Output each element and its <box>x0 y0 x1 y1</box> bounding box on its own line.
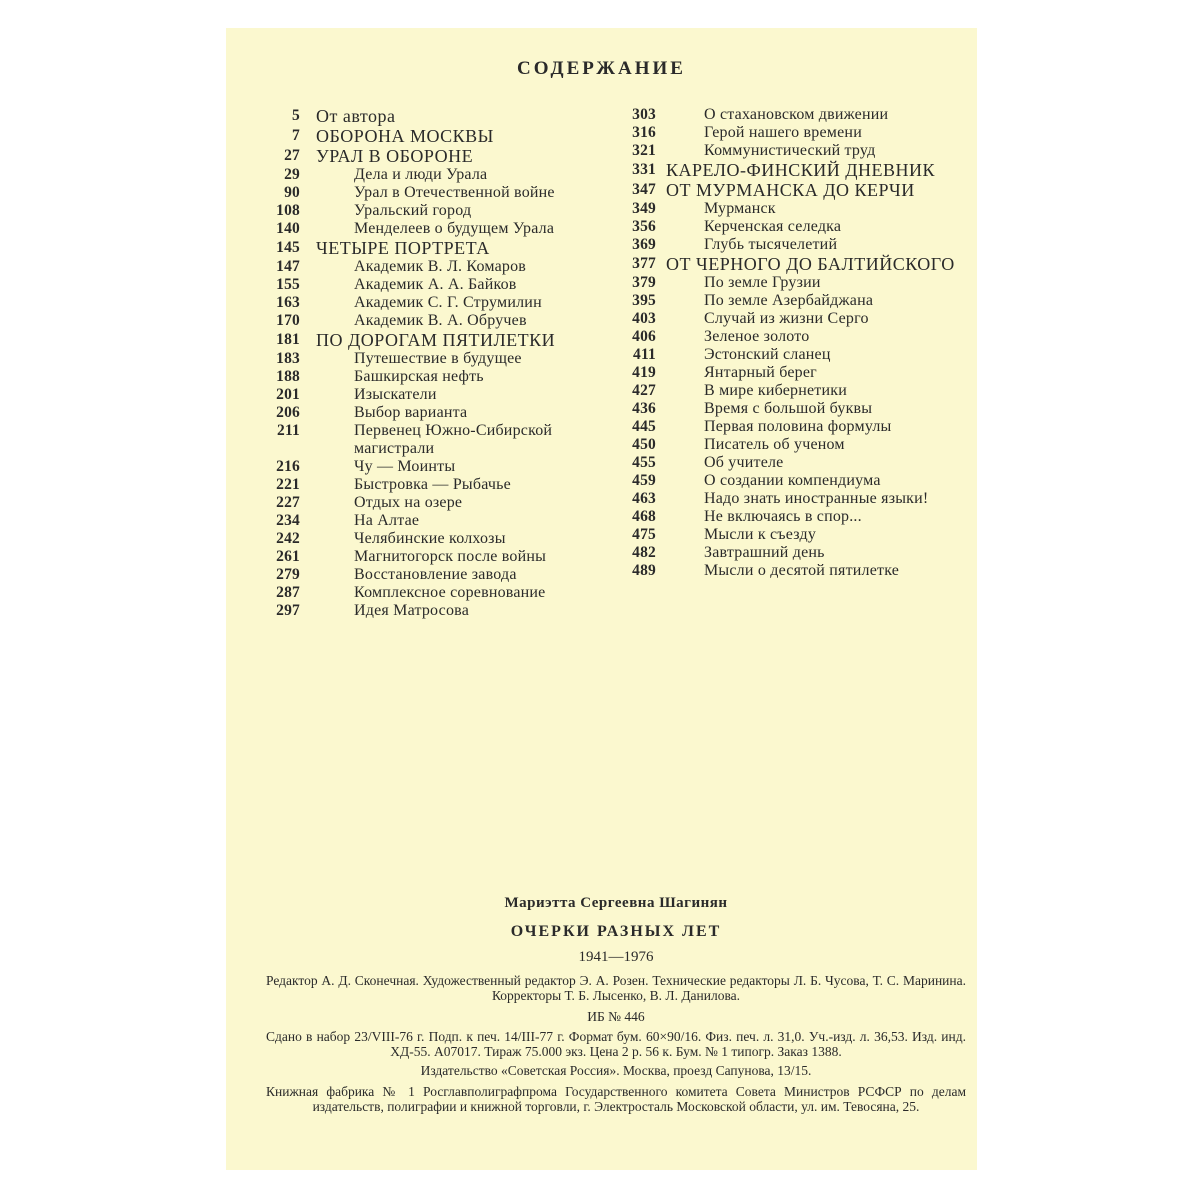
toc-entry-title: Об учителе <box>704 454 784 471</box>
toc-entry-title: Быстровка — Рыбачье <box>354 476 511 493</box>
toc-section-entry <box>268 238 628 258</box>
toc-page-number: 427 <box>632 382 656 399</box>
toc-page-number: 419 <box>632 364 656 381</box>
toc-page-number: 287 <box>276 584 300 601</box>
toc-page-number: 279 <box>276 566 300 583</box>
toc-page-number: 347 <box>632 181 656 198</box>
toc-entry <box>618 490 958 508</box>
toc-entry-title: Завтрашний день <box>704 544 825 561</box>
toc-page-number: 303 <box>632 106 656 123</box>
toc-page-number: 234 <box>276 512 300 529</box>
toc-entry-title: Менделеев о будущем Урала <box>354 220 555 237</box>
toc-entry-title: Академик В. Л. Комаров <box>354 258 527 275</box>
ib-number: ИБ № 446 <box>587 1009 645 1024</box>
toc-entry-title: Мурманск <box>704 200 776 217</box>
editors-credits: Редактор А. Д. Сконечная. Художественный редактор Э. А. Розен. Технические редакторы Л. Б. Чусова, Т. С. Маринина. Корректоры Т. Б. Лысенко, В. Л. Данилова. <box>266 973 966 1003</box>
toc-entry-title: На Алтае <box>354 512 420 529</box>
toc-section-entry <box>618 160 958 180</box>
toc-section-entry <box>268 106 628 126</box>
toc-entry <box>618 106 958 124</box>
toc-page-number: 468 <box>632 508 656 525</box>
toc-entry <box>618 200 958 218</box>
toc-page-number: 406 <box>632 328 656 345</box>
toc-entry-title: ОБОРОНА МОСКВЫ <box>316 126 494 146</box>
book-years: 1941—1976 <box>578 949 654 965</box>
toc-entry <box>268 476 628 494</box>
toc-page-number: 321 <box>632 142 656 159</box>
toc-page-number: 90 <box>284 184 300 201</box>
toc-left-column <box>268 106 628 620</box>
toc-entry <box>618 364 958 382</box>
toc-entry-title: КАРЕЛО-ФИНСКИЙ ДНЕВНИК <box>666 160 935 180</box>
toc-page-number: 206 <box>276 404 300 421</box>
toc-entry-title: Мысли о десятой пятилетке <box>704 562 900 579</box>
toc-page-number: 436 <box>632 400 656 417</box>
toc-page-number: 316 <box>632 124 656 141</box>
toc-entry-title: Выбор варианта <box>354 404 468 421</box>
toc-page-number: 331 <box>632 161 656 178</box>
toc-section-entry <box>268 146 628 166</box>
toc-page-number: 450 <box>632 436 656 453</box>
toc-entry-title: Урал в Отечественной войне <box>354 184 555 201</box>
toc-entry-title: По земле Грузии <box>704 274 821 291</box>
toc-page-number: 377 <box>632 255 656 272</box>
toc-entry <box>268 220 628 238</box>
toc-page-number: 242 <box>276 530 300 547</box>
toc-entry-title: Чу — Моинты <box>354 458 456 475</box>
toc-entry <box>268 202 628 220</box>
toc-entry-title: Первенец Южно-Сибирской магистрали <box>354 422 553 457</box>
toc-entry <box>268 276 628 294</box>
toc-page-number: 221 <box>276 476 300 493</box>
toc-page-number: 7 <box>292 127 300 144</box>
toc-entry <box>618 292 958 310</box>
toc-entry-title: Изыскатели <box>354 386 437 403</box>
toc-section-entry <box>268 330 628 350</box>
toc-page-number: 163 <box>276 294 300 311</box>
toc-entry <box>268 512 628 530</box>
toc-entry-title: Восстановление завода <box>354 566 517 583</box>
toc-entry-title: Магнитогорск после войны <box>354 548 547 565</box>
toc-entry <box>268 458 628 476</box>
toc-page-number: 108 <box>276 202 300 219</box>
toc-section-entry <box>268 126 628 146</box>
toc-page-number: 489 <box>632 562 656 579</box>
toc-entry <box>268 184 628 202</box>
book-page <box>226 28 977 1170</box>
toc-page-number: 445 <box>632 418 656 435</box>
toc-entry-title: Коммунистический труд <box>704 142 876 159</box>
toc-page-number: 369 <box>632 236 656 253</box>
toc-entry-title: ЧЕТЫРЕ ПОРТРЕТА <box>316 238 490 258</box>
toc-entry <box>618 328 958 346</box>
toc-page-number: 155 <box>276 276 300 293</box>
toc-page-number: 261 <box>276 548 300 565</box>
toc-page-number: 459 <box>632 472 656 489</box>
toc-page-number: 475 <box>632 526 656 543</box>
toc-entry-title: Надо знать иностранные языки! <box>704 490 929 507</box>
toc-page-number: 349 <box>632 200 656 217</box>
toc-entry <box>618 526 958 544</box>
toc-entry <box>268 548 628 566</box>
toc-entry-title: Время с большой буквы <box>704 400 873 417</box>
toc-page-number: 147 <box>276 258 300 275</box>
toc-page-number: 5 <box>292 107 300 124</box>
toc-entry-title: ПО ДОРОГАМ ПЯТИЛЕТКИ <box>316 330 556 350</box>
toc-entry-title: Уральский город <box>354 202 472 219</box>
book-title: ОЧЕРКИ РАЗНЫХ ЛЕТ <box>510 923 722 940</box>
toc-entry-title: Писатель об ученом <box>704 436 845 453</box>
toc-entry-title: О стахановском движении <box>704 106 889 123</box>
toc-entry-title: УРАЛ В ОБОРОНЕ <box>316 146 474 166</box>
toc-entry <box>268 566 628 584</box>
toc-entry <box>618 436 958 454</box>
toc-page-number: 379 <box>632 274 656 291</box>
toc-section-entry <box>618 180 958 200</box>
toc-page-number: 395 <box>632 292 656 309</box>
toc-page-number: 27 <box>284 147 300 164</box>
toc-entry <box>268 494 628 512</box>
toc-page-number: 170 <box>276 312 300 329</box>
toc-entry <box>268 166 628 184</box>
toc-entry <box>268 368 628 386</box>
toc-entry <box>268 294 628 312</box>
toc-heading: СОДЕРЖАНИЕ <box>517 58 686 79</box>
toc-entry-title: Челябинские колхозы <box>354 530 506 547</box>
toc-entry-title: Мысли к съезду <box>704 526 817 543</box>
toc-entry <box>618 544 958 562</box>
toc-entry <box>618 274 958 292</box>
toc-entry-title: Башкирская нефть <box>354 368 484 385</box>
toc-entry-title: Отдых на озере <box>354 494 463 511</box>
toc-entry-title: По земле Азербайджана <box>704 292 874 309</box>
toc-entry-title: Не включаясь в спор... <box>704 508 862 525</box>
toc-entry <box>618 382 958 400</box>
print-details: Сдано в набор 23/VIII-76 г. Подп. к печ. 14/III-77 г. Формат бум. 60×90/16. Физ. печ. л. 31,0. Уч.-изд. л. 36,53. Изд. инд. ХД-55. А07017. Тираж 75.000 экз. Цена 2 р. 56 к. Бум. № 1 типогр. Заказ 1388. <box>266 1029 966 1059</box>
toc-entry-title: Первая половина формулы <box>704 418 892 435</box>
toc-page-number: 181 <box>276 331 300 348</box>
toc-page-number: 411 <box>633 346 656 363</box>
toc-section-entry <box>618 254 958 274</box>
toc-page-number: 455 <box>632 454 656 471</box>
toc-entry-title: ОТ ЧЕРНОГО ДО БАЛТИЙСКОГО <box>666 254 955 274</box>
toc-entry <box>618 124 958 142</box>
toc-entry <box>268 312 628 330</box>
toc-entry-title: О создании компендиума <box>704 472 881 489</box>
toc-entry-title: Керченская селедка <box>704 218 842 235</box>
toc-page-number: 211 <box>277 422 300 439</box>
imprint-block <box>266 896 966 1114</box>
toc-page-number: 140 <box>276 220 300 237</box>
toc-entry-title: Зеленое золото <box>704 328 810 345</box>
toc-page-number: 297 <box>276 602 300 619</box>
toc-page-number: 356 <box>632 218 656 235</box>
toc-page-number: 145 <box>276 239 300 256</box>
toc-entry-title: Комплексное соревнование <box>354 584 546 601</box>
toc-entry <box>268 386 628 404</box>
toc-entry <box>618 142 958 160</box>
toc-entry-title: Идея Матросова <box>354 602 470 619</box>
toc-entry-title: Академик В. А. Обручев <box>354 312 527 329</box>
toc-entry <box>618 400 958 418</box>
toc-page-number: 188 <box>276 368 300 385</box>
toc-entry <box>618 218 958 236</box>
toc-right-column <box>618 106 958 580</box>
toc-entry-title: Путешествие в будущее <box>354 350 522 367</box>
toc-entry <box>618 508 958 526</box>
toc-entry-title: Дела и люди Урала <box>354 166 488 183</box>
toc-entry <box>268 602 628 620</box>
toc-page-number: 482 <box>632 544 656 561</box>
toc-entry <box>268 404 628 422</box>
toc-page-number: 201 <box>276 386 300 403</box>
toc-entry <box>618 236 958 254</box>
toc-entry-title: Академик А. А. Байков <box>354 276 517 293</box>
toc-page-number: 29 <box>284 166 300 183</box>
toc-entry-title: От автора <box>316 106 396 126</box>
toc-entry <box>268 422 628 458</box>
toc-entry <box>618 454 958 472</box>
toc-entry <box>618 418 958 436</box>
toc-entry-title: Эстонский сланец <box>704 346 831 363</box>
toc-page-number: 227 <box>276 494 300 511</box>
toc-page-number: 463 <box>632 490 656 507</box>
toc-entry <box>268 530 628 548</box>
author-name: Мариэтта Сергеевна Шагинян <box>504 895 728 911</box>
toc-entry <box>268 350 628 368</box>
toc-entry-title: ОТ МУРМАНСКА ДО КЕРЧИ <box>666 180 915 200</box>
toc-entry-title: Случай из жизни Серго <box>704 310 869 327</box>
toc-page-number: 183 <box>276 350 300 367</box>
toc-entry <box>268 258 628 276</box>
toc-entry <box>618 310 958 328</box>
toc-entry-title: Герой нашего времени <box>704 124 862 141</box>
toc-page-number: 216 <box>276 458 300 475</box>
toc-entry <box>618 346 958 364</box>
toc-entry <box>618 472 958 490</box>
bindery-line: Книжная фабрика № 1 Росглавполиграфпрома Государственного комитета Совета Министров РСФСР по делам издательств, полиграфии и книжной торговли, г. Электросталь Московской области, ул. им. Тевосяна, 25. <box>266 1084 966 1114</box>
toc-entry-title: В мире кибернетики <box>704 382 847 399</box>
toc-entry <box>618 562 958 580</box>
toc-page-number: 403 <box>632 310 656 327</box>
toc-entry-title: Янтарный берег <box>704 364 817 381</box>
toc-entry-title: Глубь тысячелетий <box>704 236 838 253</box>
publisher-line: Издательство «Советская Россия». Москва, проезд Сапунова, 13/15. <box>420 1063 812 1078</box>
toc-entry <box>268 584 628 602</box>
toc-entry-title: Академик С. Г. Струмилин <box>354 294 542 311</box>
